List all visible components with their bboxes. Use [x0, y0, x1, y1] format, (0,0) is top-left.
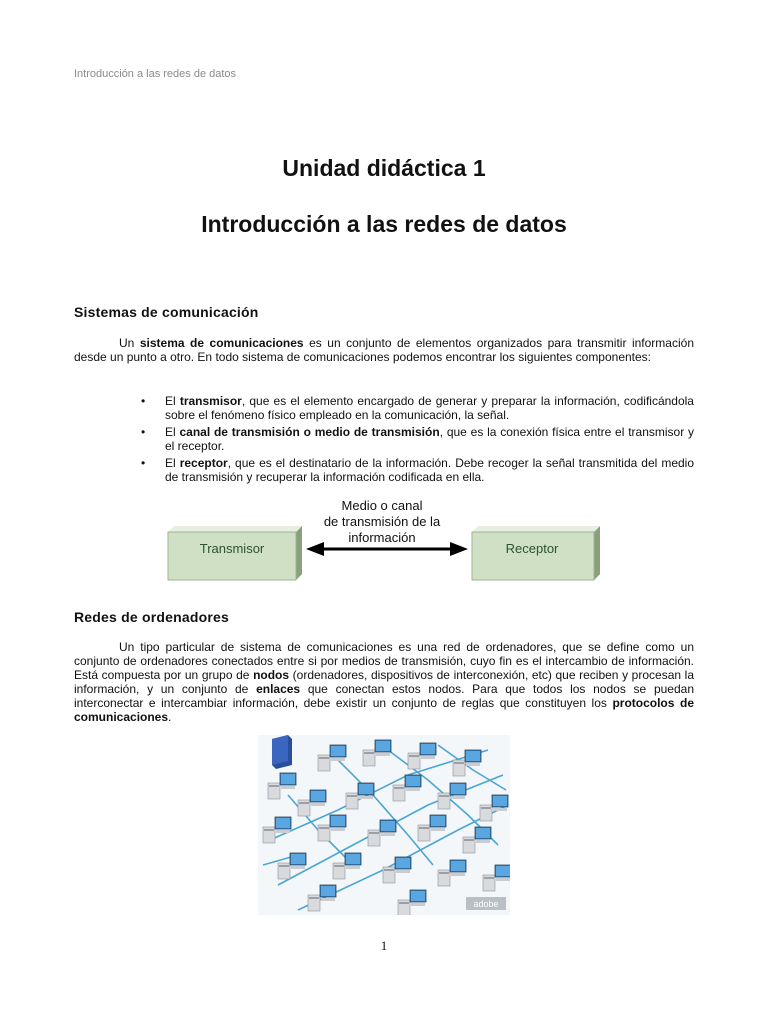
components-list: [141, 394, 695, 487]
receptor-label: Receptor: [505, 541, 559, 556]
bullet-text-transmisor: El transmisor, que es el elemento encargado de generar y preparar la información, codificándola sobre el fenómeno físico empleado en la comunicación, la señal.: [165, 394, 694, 422]
transmisor-label: Transmisor: [199, 541, 265, 556]
list-item: [141, 456, 695, 484]
main-title: Introducción a las redes de datos: [201, 211, 567, 237]
channel-label-line-2: de transmisión de la: [323, 514, 441, 529]
list-item: [141, 425, 694, 453]
communication-diagram: [160, 492, 608, 588]
running-header: Introducción a las redes de datos: [74, 68, 237, 80]
transmisor-box: [168, 526, 302, 580]
bullet-text-canal: El canal de transmisión o medio de transmisión, que es la conexión física entre el transmisor y el receptor.: [165, 425, 694, 453]
network-image: [258, 735, 510, 915]
section-heading-redes: Redes de ordenadores: [74, 609, 229, 625]
redes-paragraph: Un tipo particular de sistema de comunicaciones es una red de ordenadores, que se define como un conjunto de ordenadores conectados entre si por medios de transmisión, cuyo fin es el intercambio de información. Está compuesta por un grupo de nodos (ordenadores, dispositivos de interconexión, etc) que reciben y procesan la información, y un conjunto de enlaces que conectan estos nodos. Para que todos los nodos se puedan interconectar e intercambiar información, debe existir un conjunto de reglas que constituyen los protocolos de comunicaciones.: [74, 640, 694, 724]
bullet-icon: •: [141, 394, 146, 408]
bullet-text-receptor: El receptor, que es el destinatario de la información. Debe recoger la señal transmitida del medio de transmisión y recuperar la información codificada en ella.: [165, 456, 695, 484]
bullet-icon: •: [141, 456, 146, 470]
unit-title: Unidad didáctica 1: [282, 155, 486, 181]
list-item: [141, 394, 694, 422]
bullet-icon: •: [141, 425, 146, 439]
section-heading-sistemas: Sistemas de comunicación: [74, 304, 259, 320]
channel-label-line-3: información: [348, 530, 416, 545]
image-watermark: adobe: [473, 899, 499, 909]
server-icon: [272, 735, 292, 769]
page-number: 1: [380, 938, 388, 953]
channel-label-line-1: Medio o canal: [341, 498, 423, 513]
receptor-box: [472, 526, 600, 580]
intro-paragraph: Un sistema de comunicaciones es un conjunto de elementos organizados para transmitir información desde un punto a otro. En todo sistema de comunicaciones podemos encontrar los siguientes componentes:: [74, 336, 694, 364]
